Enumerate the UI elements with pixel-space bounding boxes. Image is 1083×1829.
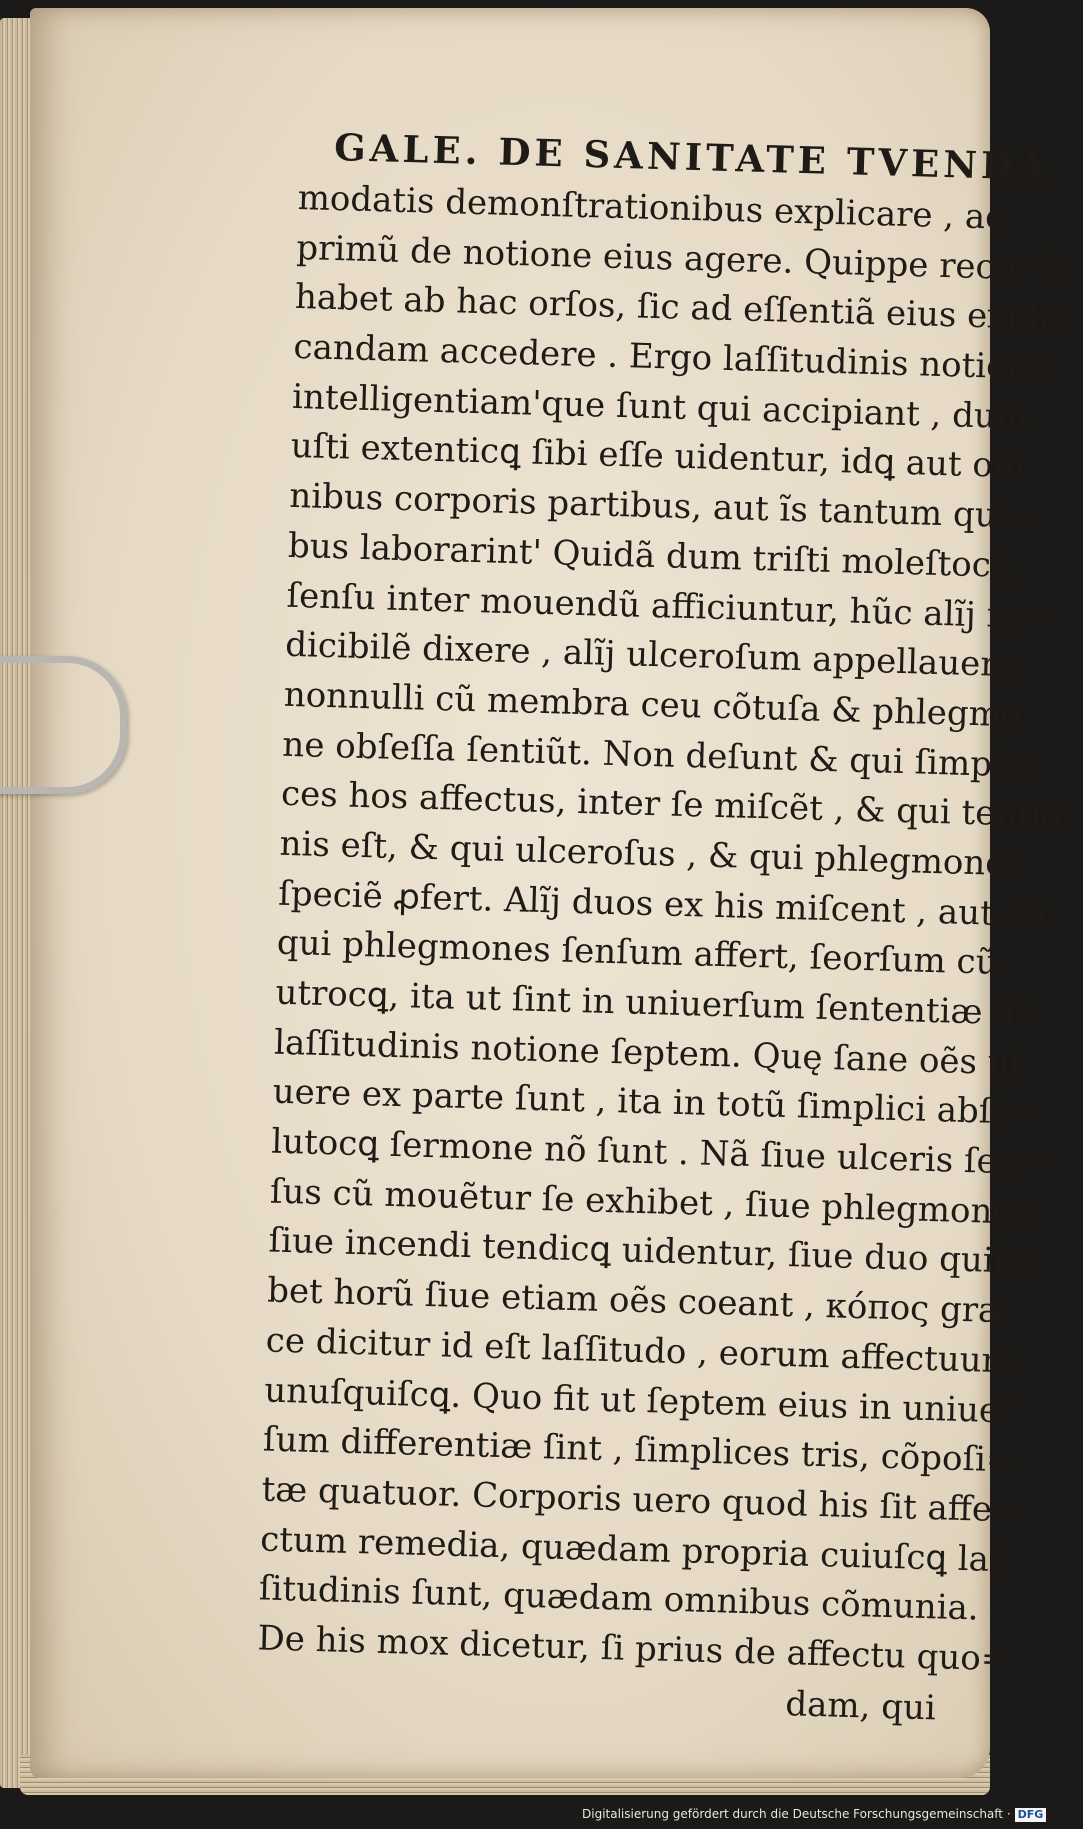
text-line: uſti extenticꝗ ſibi eſſe uidentur, idꝗ aut om: [290, 426, 1026, 487]
text-line: habet ab hac orſos, ſic ad eſſentiã eius expli=: [294, 277, 1079, 340]
text-line: ces hos affectus, inter ſe miſcẽt , & qui tenſio: [280, 773, 1062, 836]
text-line: candam accedere . Ergo laſſitudinis notionẽ: [293, 326, 1050, 389]
text-line: utrocꝗ, ita ut ſint in uniuerſum ſententiæ de: [275, 972, 1036, 1034]
text-line: ſus cũ mouẽtur ſe exhibet , ſiue phlegmones: [269, 1171, 1031, 1233]
text-line: ctum remedia, quædam propria cuiuſcꝗ laſ: [259, 1519, 1003, 1580]
text-line: ce dicitur id eſt laſſitudo , eorum affectuum: [265, 1320, 1015, 1382]
text-line: tæ quatuor. Corporis uero quod his ſit affe=: [261, 1469, 1022, 1531]
text-line: ſenſu inter mouendũ afficiuntur, hũc alĩj in=: [286, 575, 1049, 637]
text-line: modatis demonſtrationibus explicare , ac: [297, 177, 1005, 238]
text-line: nis eſt, & qui ulceroſus , & qui phlegmones: [279, 823, 1024, 885]
text-line: laſſitudinis notione ſeptem. Quę ſane oẽs ut: [273, 1022, 1024, 1084]
text-line: primũ de notione eius agere. Quippe recte ſe: [295, 227, 1073, 290]
digitization-credit: [582, 1805, 1046, 1823]
text-line: De his mox dicetur, ſi prius de affectu quo=: [256, 1618, 1010, 1680]
text-line: ſitudinis ſunt, quædam omnibus cõmunia.: [258, 1568, 980, 1629]
dfg-logo: DFG: [1015, 1808, 1047, 1822]
text-line: nibus corporis partibus, aut ĩs tantum qui=: [288, 475, 1037, 537]
text-line: uere ex parte ſunt , ita in totũ ſimplici abſo=: [272, 1072, 1041, 1134]
text-block: [255, 118, 1079, 1733]
catchword: dam, qui: [784, 1683, 937, 1728]
text-line: ſum differentiæ ſint , ſimplices tris, cõpoſi=: [262, 1419, 1015, 1481]
text-line: nonnulli cũ membra ceu cõtuſa & phlegmo: [283, 674, 1022, 736]
running-head: GALE. DE SANITATE TVENDA: [333, 124, 1051, 189]
text-line: ne obſeſſa ſentiũt. Non deſunt & qui ſimpli=: [281, 724, 1043, 786]
text-line: intelligentiam'que ſunt qui accipiant , dum: [291, 376, 1029, 438]
text-line: ſiue incendi tendicꝗ uidentur, ſiue duo quili=: [268, 1221, 1045, 1283]
paper-clip: [0, 656, 127, 794]
credit-text: Digitalisierung gefördert durch die Deutsche Forschungsgemeinschaft ·: [582, 1807, 1011, 1821]
text-line: ſpeciẽ ꝓfert. Alĩj duos ex his miſcent , aut eũ: [277, 873, 1048, 935]
text-line: bus laborarint' Quidã dum triſti moleſtocꝗ: [287, 525, 1013, 586]
text-line: qui phlegmones ſenſum affert, ſeorſum cũ: [276, 922, 999, 984]
text-line: lutocꝗ ſermone nõ ſunt . Nã ſiue ulceris ſen=: [270, 1121, 1048, 1184]
text-line: dicibilẽ dixere , alĩj ulceroſum appellauere,: [284, 624, 1028, 686]
text-line: unuſquiſcꝗ. Quo fit ut ſeptem eius in uniuer: [263, 1370, 1016, 1431]
text-line: bet horũ ſiue etiam oẽs coeant , κόπος græ: [266, 1270, 1011, 1332]
